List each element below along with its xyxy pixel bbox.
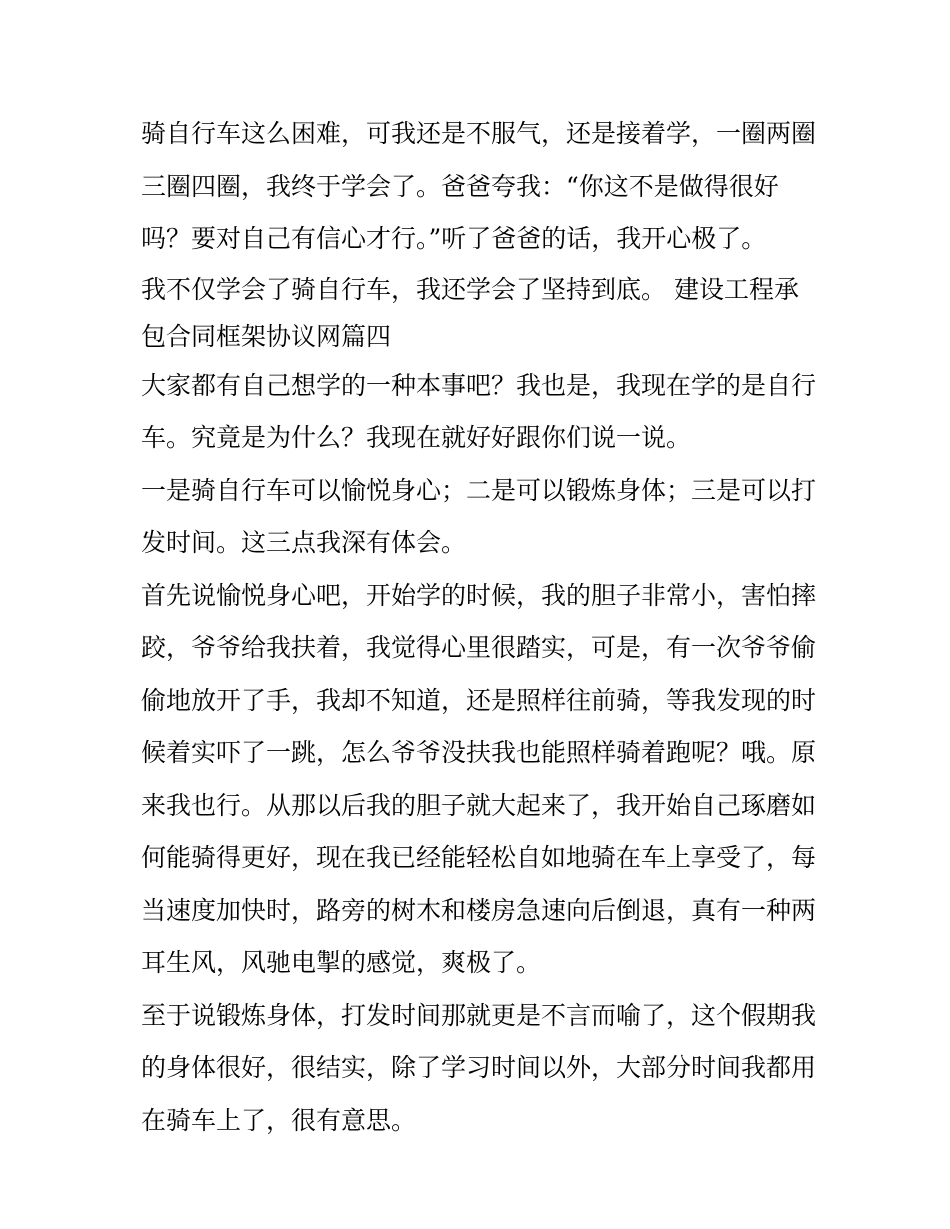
text-line: 的身体很好，很结实，除了学习时间以外，大部分时间我都用 xyxy=(141,1053,817,1082)
text-line: 何能骑得更好，现在我已经能轻松自如地骑在车上享受了，每 xyxy=(141,843,817,872)
text-line: 当速度加快时，路旁的树木和楼房急速向后倒退，真有一种两 xyxy=(141,895,817,925)
text-line: 在骑车上了，很有意思。 xyxy=(141,1105,417,1135)
text-line: 车。究竟是为什么？我现在就好好跟你们说一说。 xyxy=(141,423,692,452)
text-line: 大家都有自己想学的一种本事吧？我也是，我现在学的是自行 xyxy=(141,370,817,400)
text-line: 包合同框架协议网篇四 xyxy=(141,321,392,351)
text-line: 首先说愉悦身心吧，开始学的时候，我的胆子非常小，害怕摔 xyxy=(141,580,817,610)
text-line: 吗？要对自己有信心才行。”听了爸爸的话，我开心极了。 xyxy=(141,224,767,253)
text-line: 三圈四圈，我终于学会了。爸爸夸我：“你这不是做得很好 xyxy=(141,171,779,201)
text-line: 耳生风，风驰电掣的感觉，爽极了。 xyxy=(141,948,542,977)
text-line: 至于说锻炼身体，打发时间那就更是不言而喻了，这个假期我 xyxy=(141,1000,817,1030)
text-line: 候着实吓了一跳，怎么爷爷没扶我也能照样骑着跑呢？哦。原 xyxy=(141,738,817,767)
document-body xyxy=(141,108,821,1147)
text-line: 骑自行车这么困难，可我还是不服气，还是接着学，一圈两圈 xyxy=(141,119,817,148)
text-line: 来我也行。从那以后我的胆子就大起来了，我开始自己琢磨如 xyxy=(141,790,817,820)
text-line: 发时间。这三点我深有体会。 xyxy=(141,528,467,557)
text-line: 一是骑自行车可以愉悦身心；二是可以锻炼身体；三是可以打 xyxy=(141,475,817,505)
text-line: 我不仅学会了骑自行车，我还学会了坚持到底。 建设工程承 xyxy=(141,274,799,304)
text-line: 偷地放开了手，我却不知道，还是照样往前骑，等我发现的时 xyxy=(141,685,817,715)
text-line: 跤，爷爷给我扶着，我觉得心里很踏实，可是，有一次爷爷偷 xyxy=(141,633,817,662)
